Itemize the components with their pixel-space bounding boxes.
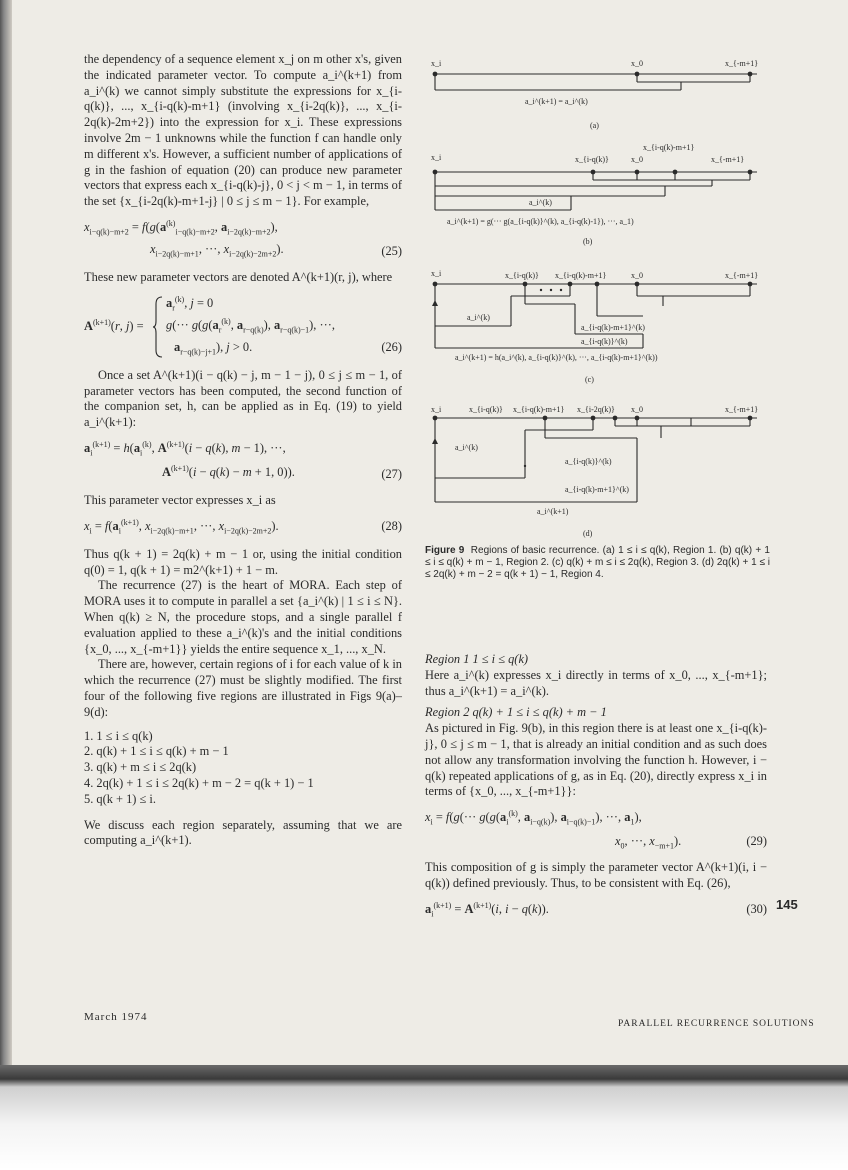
label-xiqkm1: x_{i-q(k)-m+1} — [643, 143, 695, 152]
recurrence-paragraph: The recurrence (27) is the heart of MORA. Each step of MORA uses it to compute in parallel a set {a_i^(k) | 1 ≤ i ≤ N}. When q(k) ≥ N, the procedure stops, and a single parallel f evaluation applied to these a_i^(k)'s and the initial conditions {x_0, ..., x_{-m+1}} yields the entire sequence x_1, ..., x_N. — [84, 578, 402, 656]
paragraph-after-25: These new parameter vectors are denoted A^(k+1)(r, j), where — [84, 269, 393, 284]
label-xiqk: x_{i-q(k)} — [575, 155, 609, 164]
region2-text: As pictured in Fig. 9(b), in this region there is at least one x_{i-q(k)-j}, 0 ≤ j ≤ m − 1, that is already an initial condition and as such does not allow any transformation involving the function h. However, i − q(k) repeated applications of g, as in Eq. (20), directly express x_i in terms of {x_0, ..., x_{-m+1}}: — [425, 721, 767, 799]
label-xi: x_i — [431, 405, 442, 414]
equation-27: $a_i^{(k+1)} = h(a_i^{(k)}$, $A^{(k+1)}(i - q(k)$, m − 1), ···, $A^{(k+1)}(i - q(k) - m + 1$, 0)). (27) — [84, 439, 402, 482]
caption-text: Regions of basic recurrence. (a) 1 ≤ i ≤ q(k), Region 1. (b) q(k) + 1 ≤ i ≤ q(k) + m − 1, Region 2. (c) q(k) + m ≤ i ≤ 2q(k), Region 3. (d) 2q(k) + 1 ≤ i ≤ 2q(k) + m − 2 = q(k + 1) − 1, Region 4. — [425, 545, 770, 580]
equation-29: $x_i = f(g(\cdot\cdot\cdot g(g(a_i^{(k)}$, $a_{i-q(k)}$), $a_{i-q(k)-1}$), ···, $a_1$), $x_0$, ···, $x_{-m+1}$). (29) — [425, 809, 767, 851]
list-item: 3. q(k) + m ≤ i ≤ 2q(k) — [84, 760, 197, 775]
label-x0: x_0 — [631, 59, 643, 68]
region1-heading: Region 1 1 ≤ i ≤ q(k) — [425, 652, 529, 666]
paragraph-after-29: This composition of g is simply the parameter vector A^(k+1)(i, i − q(k)) defined previously. Thus, to be consistent with Eq. (26), — [425, 860, 767, 890]
equation-30: $a_i^{(k+1)} = A^{(k+1)}(i$, i − q(k)). (30) — [425, 900, 767, 919]
label-aik: a_i^(k) — [529, 198, 552, 207]
region1-text: Here a_i^(k) expresses x_i directly in terms of x_0, ..., x_{-m+1}; thus a_i^(k+1) = a_i^(k). — [425, 667, 767, 698]
label-aik1: a_i^(k+1) — [537, 507, 569, 516]
label-xm1: x_{-m+1} — [725, 271, 759, 280]
label-aiqk: a_{i-q(k)}^(k) — [581, 337, 628, 346]
label-xiqkm1: x_{i-q(k)-m+1} — [555, 271, 607, 280]
label-xiqk: x_{i-q(k)} — [469, 405, 503, 414]
equation-a: a_i^(k+1) = a_i^(k) — [525, 97, 588, 106]
running-title: PARALLEL RECURRENCE SOLUTIONS — [618, 1019, 815, 1029]
brace-icon — [152, 296, 164, 358]
panel-label-c: (c) — [585, 375, 594, 384]
list-item: 4. 2q(k) + 1 ≤ i ≤ 2q(k) + m − 2 = q(k + 1) − 1 — [84, 775, 314, 790]
equation-28: $x_i = f(a_i^{(k+1)}$, $x_{i-2q(k)-m+1}$, ···, $x_{i-2q(k)-2m+2}$). (28) — [84, 517, 402, 536]
label-aiqkm1: a_{i-q(k)-m+1}^(k) — [581, 323, 645, 332]
panel-label-d: (d) — [583, 529, 593, 538]
page-number: 145 — [776, 897, 798, 912]
figure-caption — [425, 545, 770, 580]
equation-25: $x_{i-q(k)-m+2} = f(g(a^{(k)}_{i-q(k)-m+2}$, $a_{i-2q(k)-m+2}$), $x_{i-2q(k)-m+1}$, ···, $x_{i-2q(k)-2m+2}$). (25) — [84, 218, 402, 259]
equation-number-26: (26) — [381, 339, 402, 354]
equation-number-25: (25) — [381, 244, 402, 259]
list-item: 1. 1 ≤ i ≤ q(k) — [84, 728, 153, 743]
label-xi: x_i — [431, 269, 442, 278]
equation-b: a_i^(k+1) = g(··· g(a_{i-q(k)}^(k), a_{i-q(k)-1}), ···, a_1) — [447, 217, 634, 226]
equation-26: $A^{(k+1)}(r$, j) = $a_r^{(k)}$, j = 0 $g(\cdot\cdot\cdot g(g(a_r^{(k)}$, $a_{r-q(k)}$), $a_{r-q(k)-1}$), ···, $a_{r-q(k)-j+1}$), j > 0. (26) — [84, 294, 402, 357]
equation-c: a_i^(k+1) = h(a_i^(k), a_{i-q(k)}^(k), ···, a_{i-q(k)-m+1}^(k)) — [455, 353, 658, 362]
label-x0: x_0 — [631, 405, 643, 414]
label-xm1: x_{-m+1} — [725, 59, 759, 68]
label-xi: x_i — [431, 153, 442, 162]
intro-paragraph: the dependency of a sequence element x_j on m other x's, given the indicated parameter vector. To compute a_i^(k+1) from a_i^(k) we cannot simply substitute the expressions for x_{i-q(k)}, ..., x_{i-q(k)-m+1} (involving x_{i-2q(k)}, ..., x_{i-2q(k)-2m+2}) into the expression for x_i. These expressions involve 2m − 1 unknowns while the function f can handle only m different x's. However, a sufficient number of applications of g in the fashion of equation (20) can produce new parameter vectors that express each x_{i-q(k)-j}, 0 < j < m − 1, in terms of the set {x_{i-2q(k)-m+1-j} | 0 ≤ j ≤ m − 1}. For example, — [84, 52, 402, 209]
once-paragraph: Once a set A^(k+1)(i − q(k) − j, m − 1 − j), 0 ≤ j ≤ m − 1, of parameter vectors has been computed, the second function of the companion set, h, can be applied as in Eq. (19) to yield a_i^(k+1): — [84, 367, 402, 430]
equation-number-29: (29) — [746, 834, 767, 849]
label-xiqk: x_{i-q(k)} — [505, 271, 539, 280]
figure-9-diagram — [425, 52, 770, 592]
region2-heading: Region 2 q(k) + 1 ≤ i ≤ q(k) + m − 1 — [425, 705, 607, 720]
list-item: 5. q(k + 1) ≤ i. — [84, 791, 156, 806]
equation-number-28: (28) — [381, 518, 402, 533]
scan-edge — [0, 1065, 848, 1170]
label-x0: x_0 — [631, 271, 643, 280]
panel-label-a: (a) — [590, 121, 599, 130]
label-xi2qk: x_{i-2q(k)} — [577, 405, 615, 414]
paragraph-after-27: This parameter vector expresses x_i as — [84, 492, 276, 507]
label-aiqkm1: a_{i-q(k)-m+1}^(k) — [565, 485, 629, 494]
label-xm1: x_{-m+1} — [711, 155, 745, 164]
label-x0: x_0 — [631, 155, 643, 164]
label-xiqkm1: x_{i-q(k)-m+1} — [513, 405, 565, 414]
label-xm1: x_{-m+1} — [725, 405, 759, 414]
label-xi: x_i — [431, 59, 442, 68]
label-aik: a_i^(k) — [467, 313, 490, 322]
regions-intro-paragraph: There are, however, certain regions of i for each value of k in which the recurrence (27) must be slightly modified. The first four of the following five regions are illustrated in Figs 9(a)–9(d): — [84, 657, 402, 719]
panel-label-b: (b) — [583, 237, 593, 246]
label-aik: a_i^(k) — [455, 443, 478, 452]
footer-date: March 1974 — [84, 1011, 148, 1023]
equation-number-27: (27) — [381, 467, 402, 482]
thus-paragraph: Thus q(k + 1) = 2q(k) + m − 1 or, using the initial condition q(0) = 1, q(k + 1) = m2^(k+1) + 1 − m. — [84, 546, 402, 577]
binding-shadow — [0, 0, 12, 1170]
left-column — [84, 52, 402, 849]
region-list — [84, 729, 402, 808]
right-column — [425, 652, 767, 930]
caption-label: Figure 9 — [425, 545, 465, 556]
discuss-paragraph: We discuss each region separately, assuming that we are computing a_i^(k+1). — [84, 817, 402, 848]
list-item: 2. q(k) + 1 ≤ i ≤ q(k) + m − 1 — [84, 744, 229, 759]
equation-number-30: (30) — [746, 901, 767, 916]
label-aiqk: a_{i-q(k)}^(k) — [565, 457, 612, 466]
